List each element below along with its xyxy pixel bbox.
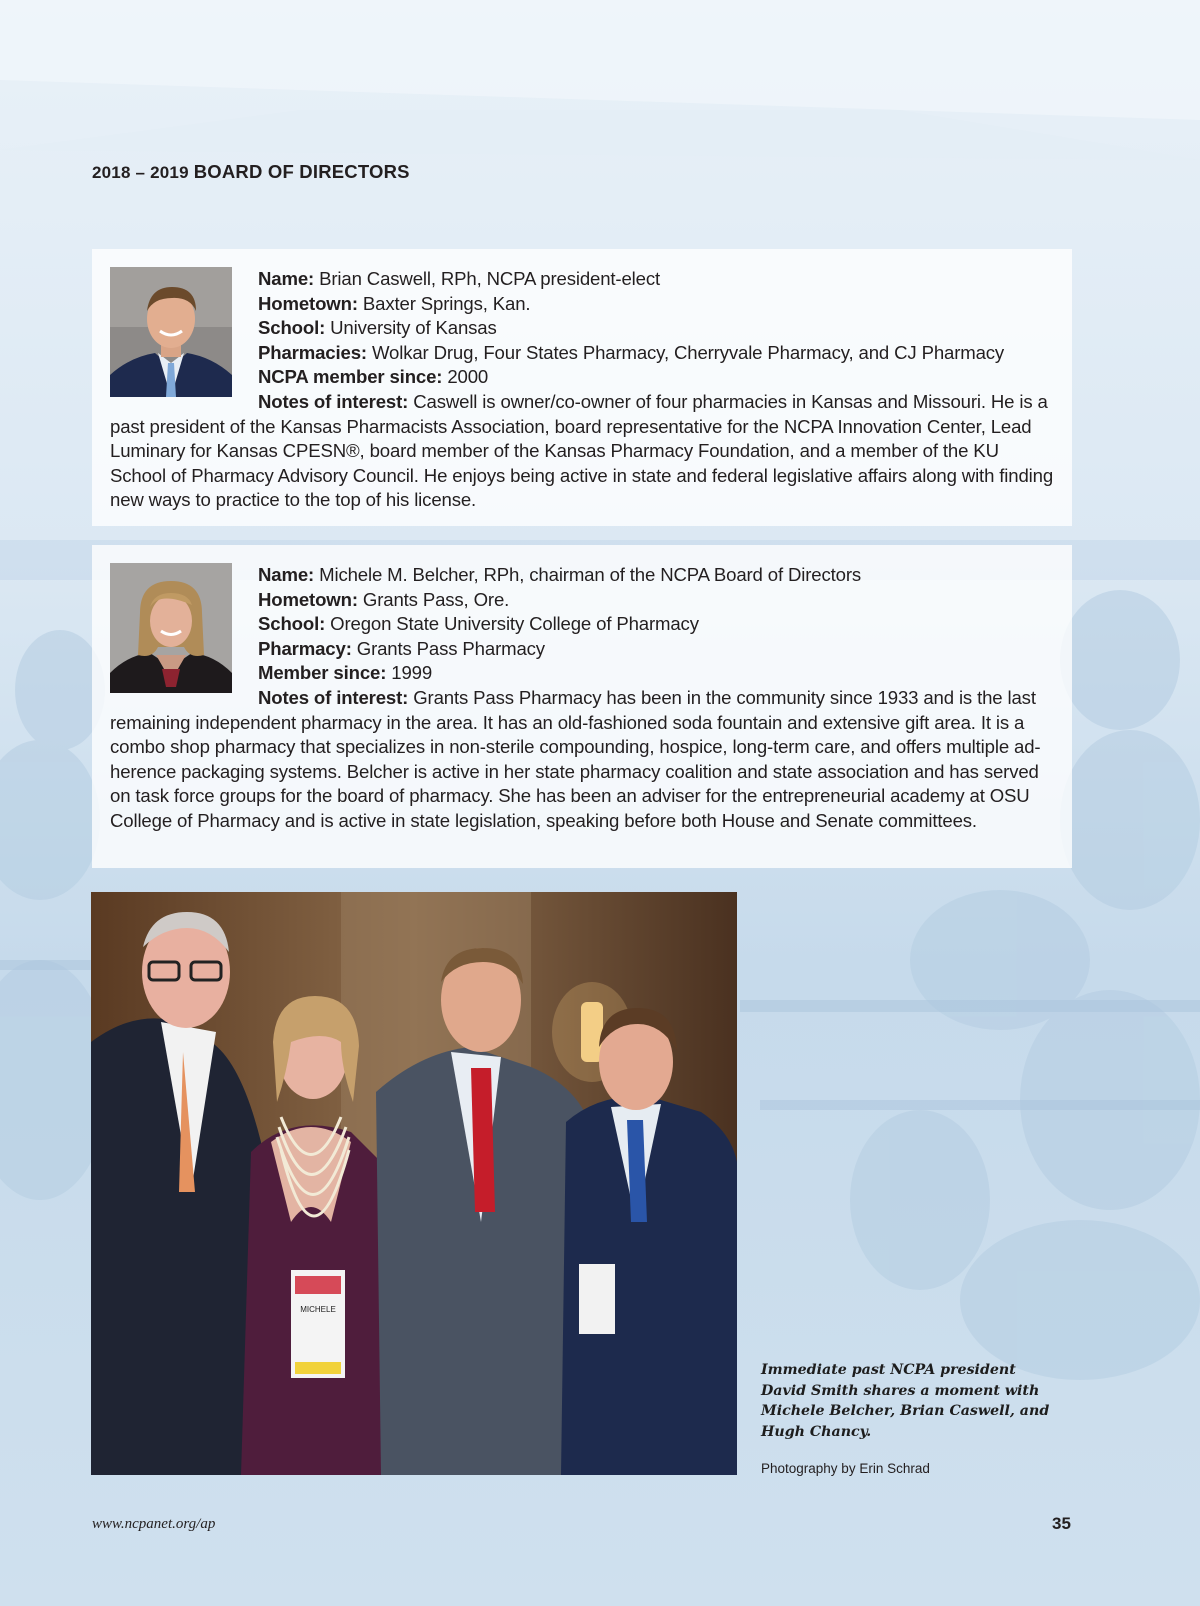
director-name: Brian Caswell, RPh, NCPA president-elect <box>319 268 661 289</box>
pharmacy-label: Pharmacy: <box>258 637 352 659</box>
school-label: School: <box>258 317 326 339</box>
director-member-since: 1999 <box>391 662 433 684</box>
director-card-belcher <box>92 545 1072 868</box>
director-name: Michele M. Belcher, RPh, chairman of the NCPA Board of Directors <box>319 564 862 585</box>
name-label: Name: <box>258 268 315 289</box>
badge-name: MICHELE <box>300 1305 336 1314</box>
page-header <box>92 161 410 183</box>
hometown-label: Hometown: <box>258 588 358 610</box>
director-school: University of Kansas <box>330 317 497 339</box>
director-hometown: Baxter Springs, Kan. <box>362 292 531 314</box>
notes-label: Notes of interest: <box>258 686 409 708</box>
director-member-since: 2000 <box>447 366 489 388</box>
photo-credit: Photography by Erin Schrad <box>761 1461 930 1476</box>
director-hometown: Grants Pass, Ore. <box>362 588 510 610</box>
director-pharmacy: Wolkar Drug, Four States Pharmacy, Cherryvale Pharmacy, and CJ Pharmacy <box>371 341 1005 363</box>
page-number: 35 <box>1052 1514 1071 1533</box>
hometown-label: Hometown: <box>258 292 358 314</box>
director-school: Oregon State University College of Pharmacy <box>330 613 699 635</box>
footer-url: www.ncpanet.org/ap <box>92 1516 216 1532</box>
member-label: Member since: <box>258 662 387 684</box>
director-notes: Caswell is owner/co-owner of four pharmacies in Kansas and Missouri. He is a past president of the Kansas Pharmacists Association, board representative for the NCPA Innovation Center, Lead Luminary for Kansas CPESN®, board member of the Kansas Pharmacy Foundation, and a member of the KU School of Pharmacy Advisory Council. He enjoys being active in state and federal legislative affairs along with finding new ways to practice to the top of his license. <box>110 390 1054 511</box>
portrait-caswell <box>110 267 232 397</box>
school-label: School: <box>258 613 326 635</box>
notes-label: Notes of interest: <box>258 390 409 412</box>
director-notes: Grants Pass Pharmacy has been in the community since 1933 and is the last remaining independent pharmacy in the area. It has an old-fashioned soda fountain and extensive gift area. It is a combo shop pharmacy that specializes in non-sterile compounding, hospice, long-term care, and offers multiple ad-herence packaging systems. Belcher is active in her state pharmacy coalition and state association and has served on task force groups for the board of pharmacy. She has been an adviser for the entrepreneurial academy at OSU College of Pharmacy and is active in state legislation, speaking before both House and Senate committees. <box>110 686 1041 831</box>
director-card-caswell <box>92 249 1072 526</box>
director-pharmacy: Grants Pass Pharmacy <box>356 637 545 659</box>
name-label: Name: <box>258 564 315 585</box>
header-title: BOARD OF DIRECTORS <box>193 161 410 182</box>
header-years: 2018 – 2019 <box>92 163 189 182</box>
pharmacy-label: Pharmacies: <box>258 341 367 363</box>
group-photo <box>91 892 737 1475</box>
member-label: NCPA member since: <box>258 366 443 388</box>
photo-caption: Immediate past NCPA president David Smith shares a moment with Michele Belcher, Brian Caswell, and Hugh Chancy. <box>761 1362 1050 1440</box>
portrait-belcher <box>110 563 232 693</box>
